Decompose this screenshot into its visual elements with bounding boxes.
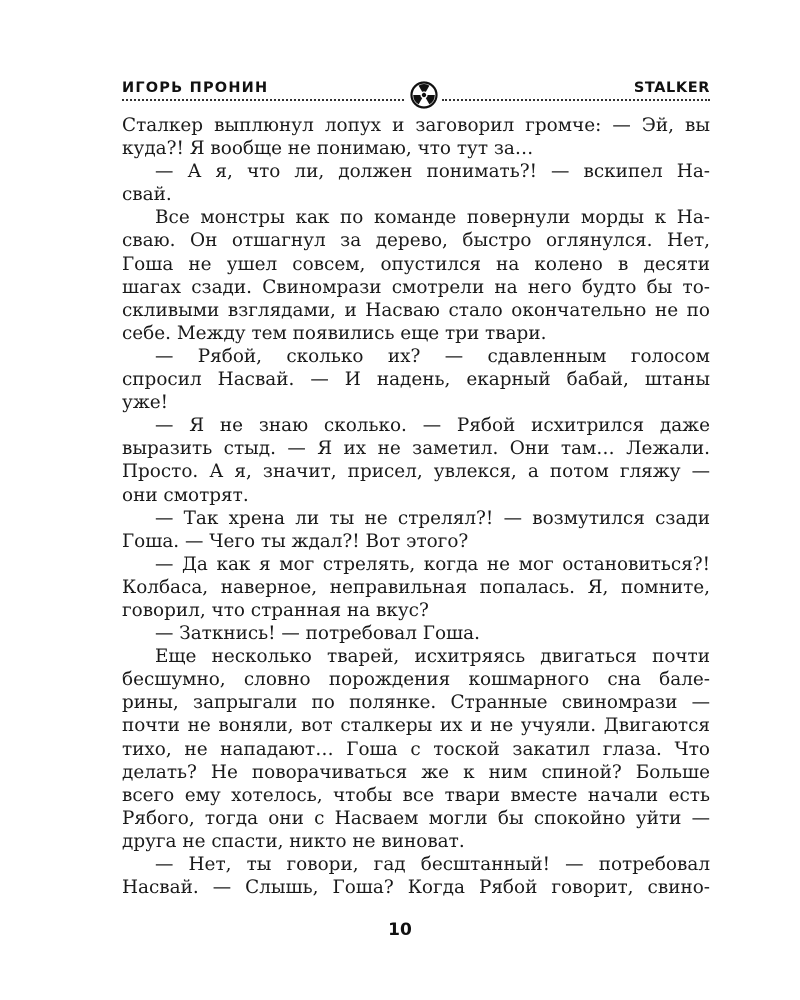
text-line: себе. Между тем появились еще три твари. bbox=[122, 322, 547, 344]
text-line: Просто. А я, значит, присел, увлекся, а потом гляжу — bbox=[122, 461, 710, 483]
text-line: шагах сзади. Свиномрази смотрели на него будто бы то- bbox=[122, 276, 710, 298]
text-line: — Рябой, сколько их? — сдавленным голосом bbox=[155, 345, 710, 367]
page-number: 10 bbox=[388, 920, 412, 940]
text-line: Гоша не ушел совсем, опустился на колено в десяти bbox=[122, 253, 710, 275]
text-line: они смотрят. bbox=[122, 484, 249, 506]
text-line: Насвай. — Слышь, Гоша? Когда Рябой говорит, свино- bbox=[122, 877, 710, 899]
text-line: — Заткнись! — потребовал Гоша. bbox=[155, 623, 480, 645]
header-dotted-rule-left bbox=[122, 99, 404, 101]
text-line: скливыми взглядами, и Насваю стало окончательно не по bbox=[122, 299, 710, 321]
text-line: делать? Не поворачиваться же к ним спиной? Больше bbox=[122, 761, 710, 783]
author-name: ИГОРЬ ПРОНИН bbox=[122, 80, 269, 96]
text-line: — Да как я мог стрелять, когда не мог остановиться?! bbox=[155, 553, 710, 575]
text-line: Сталкер выплюнул лопух и заговорил громче: — Эй, вы bbox=[122, 115, 710, 136]
header-dotted-rule-right bbox=[442, 99, 710, 101]
text-line: говорил, что странная на вкус? bbox=[122, 599, 429, 621]
text-line: спросил Насвай. — И надень, екарный бабай, штаны bbox=[122, 369, 710, 391]
text-line: свай. bbox=[122, 184, 172, 206]
text-line: уже! bbox=[122, 392, 169, 414]
text-line: Еще несколько тварей, исхитряясь двигаться почти bbox=[155, 646, 710, 668]
text-line: — Я не знаю сколько. — Рябой исхитрился даже bbox=[155, 415, 710, 437]
text-line: — Так хрена ли ты не стрелял?! — возмутился сзади bbox=[155, 507, 710, 529]
body-text bbox=[122, 114, 710, 899]
text-line: — А я, что ли, должен понимать?! — вскипел На- bbox=[155, 161, 710, 183]
series-title: STALKER bbox=[633, 80, 710, 96]
text-line: Колбаса, наверное, неправильная попалась. Я, помните, bbox=[122, 576, 710, 598]
radiation-hazard-icon bbox=[410, 81, 438, 109]
text-line: почти не воняли, вот сталкеры их и не учуяли. Двигаются bbox=[122, 715, 710, 737]
text-line: — Нет, ты говори, гад бесштанный! — потребовал bbox=[155, 854, 710, 875]
text-line: Рябого, тогда они с Насваем могли бы спокойно уйти — bbox=[122, 807, 710, 829]
text-line: Все монстры как по команде повернули морды к На- bbox=[155, 207, 710, 229]
text-line: выразить стыд. — Я их не заметил. Они там… Лежали. bbox=[122, 438, 710, 460]
text-line: Гоша. — Чего ты ждал?! Вот этого? bbox=[122, 530, 469, 552]
text-line: тихо, не нападают… Гоша с тоской закатил глаза. Что bbox=[122, 738, 710, 760]
text-line: друга не спасти, никто не виноват. bbox=[122, 830, 465, 852]
text-line: всего ему хотелось, чтобы все твари вместе начали есть bbox=[122, 784, 710, 806]
text-line: куда?! Я вообще не понимаю, что тут за… bbox=[122, 138, 534, 160]
text-line: бесшумно, словно порождения кошмарного сна бале- bbox=[122, 669, 710, 691]
text-line: рины, запрыгали по полянке. Странные свиномрази — bbox=[122, 692, 710, 714]
running-header bbox=[122, 78, 710, 110]
text-line: сваю. Он отшагнул за дерево, быстро оглянулся. Нет, bbox=[122, 230, 710, 252]
